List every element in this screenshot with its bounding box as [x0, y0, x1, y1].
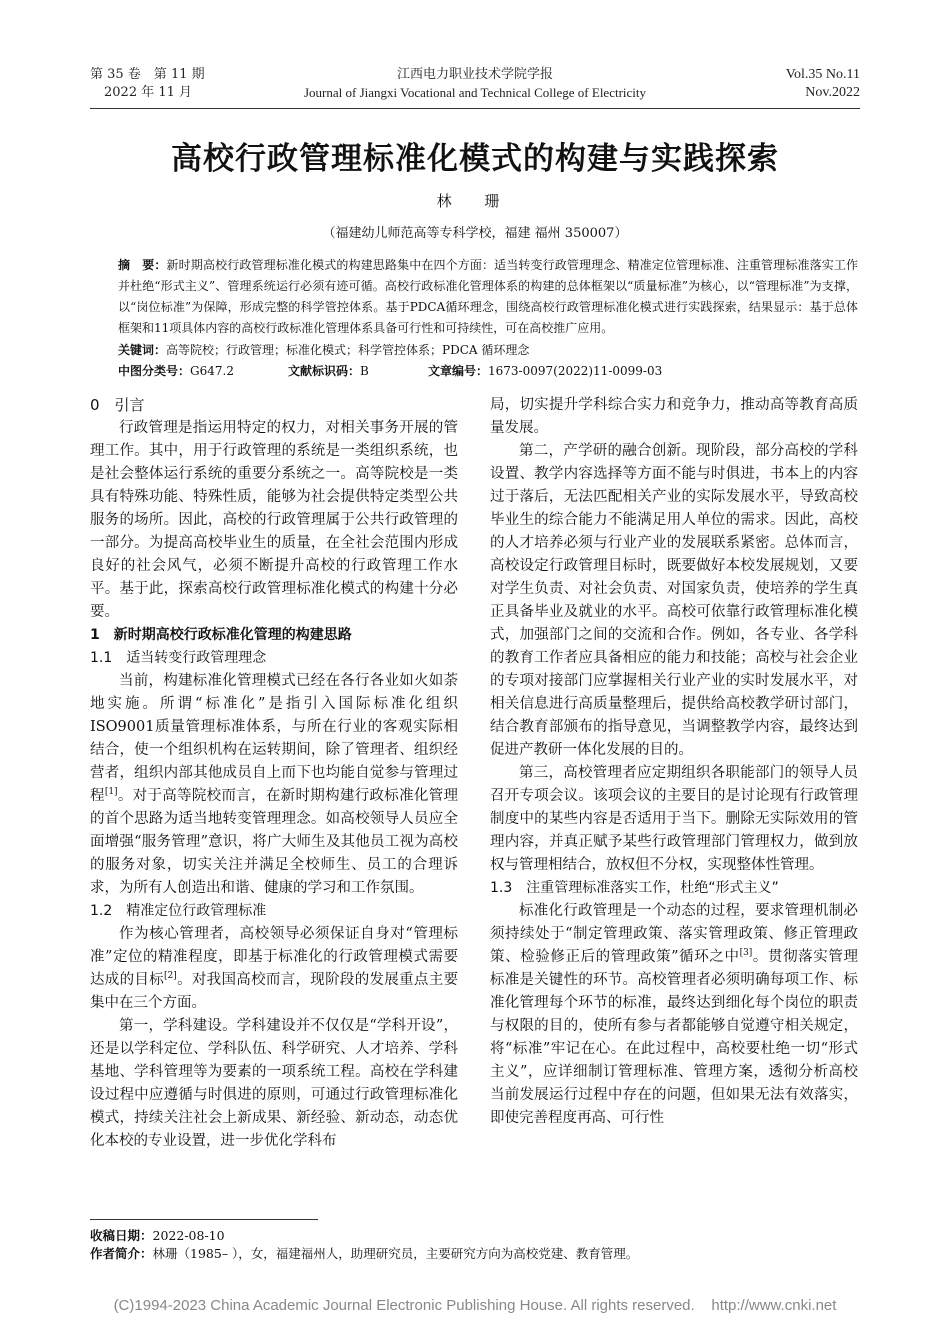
paragraph-text: 作为核心管理者，高校领导必须保证自身对“管理标准”定位的精准程度，即基于标准化的行政管理模式需要达成的目标: [90, 926, 458, 988]
classification-line: [118, 361, 858, 382]
journal-title-en: Journal of Jiangxi Vocational and Technical College of Electricity: [303, 85, 647, 100]
keywords-text: 高等院校；行政管理；标准化模式；科学管控体系；PDCA 循环理念: [166, 343, 530, 357]
bio-label: 作者简介：: [90, 1246, 153, 1261]
paragraph: [490, 900, 858, 1130]
clc-value: G647.2: [190, 364, 234, 378]
issue-date: 2022 年 11 月: [104, 85, 193, 100]
abstract: [118, 255, 858, 339]
received-date: [90, 1227, 225, 1245]
paragraph-text: 。对于高等院校而言，在新时期构建行政标准化管理的首个思路为适当地转变管理理念。如高校领导人员应全面增强“服务管理”意识，将广大师生及其他员工视为高校的服务对象，切实关注并满足全校师生、员工的合理诉求，为所有人创造出和谐、健康的学习和工作氛围。: [90, 788, 459, 896]
section-1-heading: 1 新时期高校行政标准化管理的构建思路: [90, 627, 352, 643]
author-name: 林 珊: [436, 192, 514, 210]
clc-label: 中图分类号：: [118, 364, 191, 378]
citation-ref: [3]: [739, 948, 753, 959]
vol-no: Vol.35 No.11: [785, 67, 860, 82]
body-right-column: [490, 394, 858, 1130]
paragraph: 第二，产学研的融合创新。现阶段，部分高校的学科设置、教学内容选择等方面不能与时俱进，书本上的内容过于落后，无法匹配相关产业的实际发展水平，导致高校毕业生的综合能力不能满足用人单位的需求。因此，高校的人才培养必须与行业产业的发展联系紧密。总体而言，高校设定行政管理目标时，既要做好本校发展规划，又要对学生负责、对社会负责、对国家负责，使培养的学生真正具备毕业及就业的水平。高校可依靠行政管理标准化模式，加强部门之间的交流和合作。例如，各专业、各学科的教育工作者应具备相应的能力和技能；高校与社会企业的专项对接部门应掌握相关行业产业的实时发展水平，对相关信息进行高质量整理后，提供给高校教学研讨部门，结合教育部颁布的指导意见，当调整教学内容，最终达到促进产教研一体化发展的目的。: [490, 443, 858, 758]
paragraph: 局，切实提升学科综合实力和竞争力，推动高等教育高质量发展。: [490, 397, 858, 436]
section-0-heading: 0 引言: [90, 396, 145, 414]
citation-ref: [2]: [164, 971, 177, 982]
journal-title-block: [200, 66, 750, 102]
cnki-copyright: (C)1994-2023 China Academic Journal Electronic Publishing House. All rights reserved. http://www.cnki.net: [113, 1297, 837, 1314]
doc-code-value: B: [360, 364, 369, 378]
received-value: 2022-08-10: [152, 1228, 225, 1243]
author-affiliation: （福建幼儿师范高等专科学校，福建 福州 350007）: [322, 226, 628, 241]
abstract-text: 新时期高校行政管理标准化模式的构建思路集中在四个方面：适当转变行政管理理念、精准定位管理标准、注重管理标准落实工作并杜绝“形式主义”、管理系统运行必须有迹可循。高校行政标准化管理体系的构建的总体框架以“质量标准”为核心，以“管理标准”为支撑，以“岗位标准”为保障，形成完整的科学管控体系。基于PDCA循环理念，围绕高校行政管理标准化模式进行实践探索，结果显示：基于总体框架和11项具体内容的高校行政标准化管理体系具备可行性和可持续性，可在高校推广应用。: [118, 258, 858, 335]
header-rule: [90, 108, 860, 109]
citation-ref: [1]: [104, 787, 118, 798]
doc-code-label: 文献标识码：: [288, 364, 361, 378]
author-bio: [90, 1245, 638, 1263]
paragraph: [90, 923, 458, 1015]
paragraph-text: 。贯彻落实管理标准是关键性的环节。高校管理者必须明确每项工作、标准化管理每个环节的标准，最终达到细化每个岗位的职责与权限的目的，使所有参与者都能够自觉遵守相关规定，将“标准”牢记在心。在此过程中，高校要杜绝一切“形式主义”，应详细制订管理标准、管理方案，透彻分析高校当前发展运行过程中存在的问题，但如果无法有效落实，即使完善程度再高、可行性: [490, 949, 858, 1126]
article-title: 高校行政管理标准化模式的构建与实践探索: [171, 141, 779, 177]
paragraph-text: 。对我国高校而言，现阶段的发展重点主要集中在三个方面。: [90, 972, 459, 1011]
volume-issue: 第 35 卷 第 11 期: [90, 67, 205, 82]
journal-title-cn: 江西电力职业技术学院学报: [396, 67, 553, 82]
body-left-column: [90, 394, 458, 1153]
section-1-1-heading: 1.1 适当转变行政管理理念: [90, 650, 267, 666]
keywords: [118, 340, 858, 361]
abstract-label: 摘 要：: [118, 258, 167, 272]
journal-vol-en: [786, 66, 860, 102]
bio-value: 林珊（1985– ），女，福建福州人，助理研究员，主要研究方向为高校党建、教育管理。: [152, 1246, 639, 1261]
paragraph: 第三，高校管理者应定期组织各职能部门的领导人员召开专项会议。该项会议的主要目的是讨论现有行政管理制度中的某些内容是否适用于当下。删除无实际效用的管理内容，并真正赋予某些行政管理部门管理权力，做到放权与管理相结合，放权但不分权，实现整体性管理。: [490, 765, 858, 873]
article-no-label: 文章编号：: [428, 364, 489, 378]
paragraph: [90, 670, 458, 900]
paragraph-text: 当前，构建标准化管理模式已经在各行各业如火如荼地实施。所谓“标准化”是指引入国际标准化组织ISO9001质量管理标准体系，与所在行业的客观实际相结合，使一个组织机构在运转期间，除了管理者、组织经营者，组织内部其他成员自上而下也均能自觉参与管理过程: [90, 673, 458, 804]
vol-date: Nov.2022: [805, 85, 860, 100]
section-1-3-heading: 1.3 注重管理标准落实工作，杜绝“形式主义”: [490, 880, 779, 896]
paragraph: 行政管理是指运用特定的权力，对相关事务开展的管理工作。其中，用于行政管理的系统是一类组织系统，也是社会整体运行系统的重要分系统之一。高等院校是一类具有特殊功能、特殊性质，能够为社会提供特定类型公共服务的场所。因此，高校的行政管理属于公共行政管理的一部分。为提高高校毕业生的质量，在全社会范围内形成良好的社会风气，必须不断提升高校的行政管理工作水平。基于此，探索高校行政管理标准化模式的构建十分必要。: [90, 420, 458, 620]
paragraph-text: 标准化行政管理是一个动态的过程，要求管理机制必须持续处于“制定管理政策、落实管理政策、修正管理政策、检验修正后的管理政策”循环之中: [490, 903, 858, 965]
received-label: 收稿日期：: [90, 1228, 153, 1243]
keywords-label: 关键词：: [118, 343, 167, 357]
paragraph: 第一，学科建设。学科建设并不仅仅是“学科开设”，还是以学科定位、学科队伍、科学研究、人才培养、学科基地、学科管理等为要素的一项系统工程。高校在学科建设过程中应遵循与时俱进的原则，可通过行政管理标准化模式，持续关注社会上新成果、新经验、新动态，动态优化本校的专业设置，进一步优化学科布: [90, 1018, 458, 1149]
section-1-2-heading: 1.2 精准定位行政管理标准: [90, 903, 267, 919]
article-no-value: 1673-0097(2022)11-0099-03: [488, 364, 663, 378]
footnote-rule: [90, 1219, 318, 1220]
journal-volume-issue: [90, 66, 205, 102]
